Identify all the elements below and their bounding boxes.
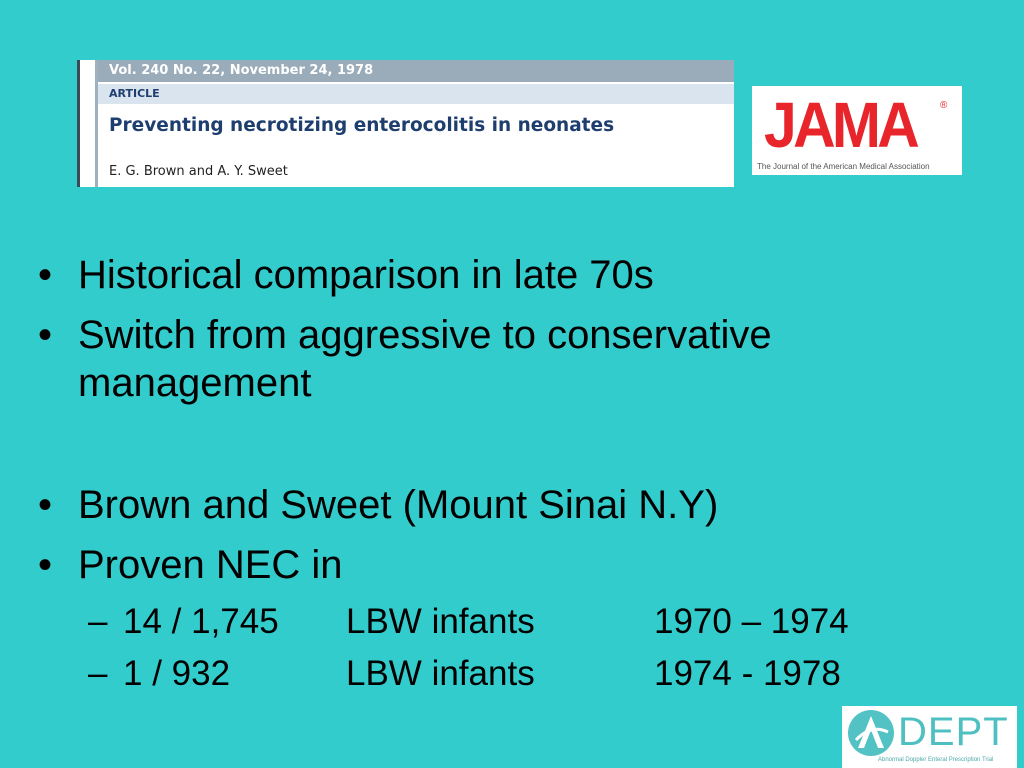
citation-left-border xyxy=(77,60,98,187)
sub-bullet-glyph: – xyxy=(88,654,108,693)
jama-logo-word: JAMA xyxy=(764,89,917,161)
adept-logo-subtitle: Abnormal Doppler Enteral Prescription Trial xyxy=(878,757,994,763)
bullet-text: Proven NEC in xyxy=(78,543,343,587)
bullet-glyph: • xyxy=(38,483,53,527)
bullet-text: Brown and Sweet (Mount Sinai N.Y) xyxy=(78,483,719,527)
sub-period: 1970 – 1974 xyxy=(654,602,849,641)
bullet-continuation: management xyxy=(78,361,312,405)
adept-logo-word: DEPT xyxy=(898,710,1009,754)
bullet-text: Historical comparison in late 70s xyxy=(78,253,654,297)
bullet-glyph: • xyxy=(38,313,53,357)
citation-title: Preventing necrotizing enterocolitis in neonates xyxy=(109,115,615,136)
bullet-glyph: • xyxy=(38,543,53,587)
sub-group: LBW infants xyxy=(346,602,535,641)
jama-logo xyxy=(752,86,962,175)
sub-count: 1 / 932 xyxy=(123,654,231,693)
sub-group: LBW infants xyxy=(346,654,535,693)
sub-count: 14 / 1,745 xyxy=(123,602,279,641)
sub-period: 1974 - 1978 xyxy=(654,654,841,693)
article-citation-image xyxy=(77,60,734,187)
citation-authors: E. G. Brown and A. Y. Sweet xyxy=(109,164,288,179)
citation-volume-line: Vol. 240 No. 22, November 24, 1978 xyxy=(98,60,734,82)
adept-a-mark-icon xyxy=(848,710,894,756)
jama-logo-subtitle: The Journal of the American Medical Association xyxy=(757,162,930,171)
sub-bullet-glyph: – xyxy=(88,602,108,641)
bullet-text: Switch from aggressive to conservative xyxy=(78,313,772,357)
adept-logo xyxy=(842,706,1017,768)
citation-article-type: ARTICLE xyxy=(98,84,734,104)
jama-registered-mark: ® xyxy=(940,100,948,111)
bullet-glyph: • xyxy=(38,253,53,297)
